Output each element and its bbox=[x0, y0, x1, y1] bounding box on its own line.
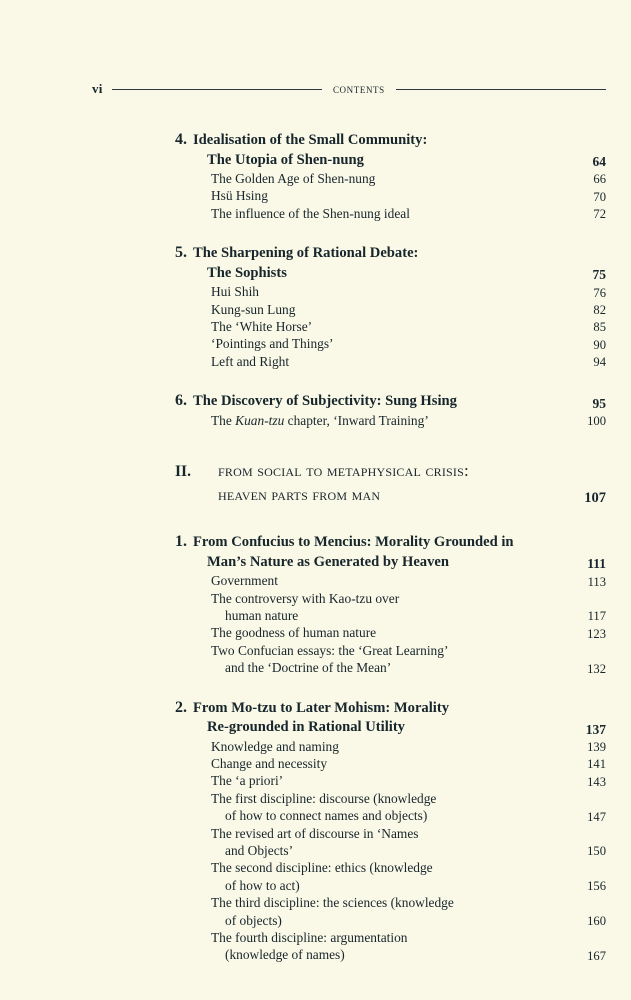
title-line: The Utopia of Shen-nung bbox=[207, 151, 364, 168]
title-line: and Objects’ bbox=[225, 843, 294, 859]
part-page-number: 107 bbox=[584, 490, 606, 507]
chapter-entry[interactable] bbox=[175, 533, 606, 572]
title-line: The revised art of discourse in ‘Names bbox=[211, 825, 419, 841]
running-head-title: contents bbox=[332, 81, 385, 96]
section-entry[interactable] bbox=[175, 825, 606, 860]
chapter-title bbox=[193, 244, 570, 283]
chapter-title bbox=[193, 131, 570, 170]
section-page-number: 141 bbox=[587, 757, 606, 772]
title-line: The Kuan-tzu chapter, ‘Inward Training’ bbox=[211, 412, 429, 428]
title-line: From Confucius to Mencius: Morality Grounded in bbox=[193, 534, 514, 551]
chapter-page-number: 111 bbox=[587, 556, 606, 572]
section-title bbox=[193, 755, 570, 772]
section-page-number: 94 bbox=[593, 355, 606, 370]
chapter-page-number: 75 bbox=[592, 267, 606, 283]
chapter-number: 5. bbox=[175, 244, 187, 262]
section-entry[interactable] bbox=[175, 412, 606, 429]
section-title bbox=[193, 859, 570, 894]
section-page-number: 76 bbox=[593, 285, 606, 300]
section-list bbox=[175, 572, 606, 676]
chapter-group bbox=[175, 699, 606, 964]
title-line: (knowledge of names) bbox=[225, 947, 345, 963]
section-title bbox=[193, 283, 570, 300]
title-line: Knowledge and naming bbox=[211, 738, 339, 754]
title-line: Kung-sun Lung bbox=[211, 301, 296, 317]
section-page-number: 117 bbox=[587, 609, 606, 624]
header-rule-left bbox=[112, 89, 322, 90]
title-line: Hui Shih bbox=[211, 284, 259, 300]
chapter-group bbox=[175, 131, 606, 222]
section-title bbox=[193, 335, 570, 352]
title-line: The ‘a priori’ bbox=[211, 773, 284, 789]
title-line: Re-grounded in Rational Utility bbox=[207, 719, 405, 736]
section-entry[interactable] bbox=[175, 755, 606, 772]
chapter-entry[interactable] bbox=[175, 244, 606, 283]
section-page-number: 132 bbox=[587, 661, 606, 676]
header-rule-right bbox=[396, 89, 606, 90]
title-line: ‘Pointings and Things’ bbox=[211, 336, 334, 352]
title-line: of how to connect names and objects) bbox=[225, 808, 428, 824]
section-entry[interactable] bbox=[175, 624, 606, 641]
section-entry[interactable] bbox=[175, 283, 606, 300]
title-line: of how to act) bbox=[225, 877, 300, 893]
section-title bbox=[193, 205, 570, 222]
section-title bbox=[193, 187, 570, 204]
section-list bbox=[175, 738, 606, 964]
part-number: II. bbox=[175, 463, 191, 481]
title-line: Idealisation of the Small Community: bbox=[193, 132, 428, 148]
chapter-title bbox=[193, 699, 570, 738]
section-title bbox=[193, 170, 570, 187]
title-line: The third discipline: the sciences (knowledge bbox=[211, 895, 454, 911]
title-line: Government bbox=[211, 573, 278, 589]
chapter-group bbox=[175, 392, 606, 429]
section-page-number: 66 bbox=[593, 172, 606, 187]
chapter-page-number: 137 bbox=[585, 721, 606, 737]
title-line: Left and Right bbox=[211, 353, 290, 369]
chapter-number: 1. bbox=[175, 533, 187, 551]
section-page-number: 113 bbox=[587, 574, 606, 589]
section-title bbox=[193, 301, 570, 318]
title-line: The influence of the Shen-nung ideal bbox=[211, 205, 410, 221]
part-group bbox=[175, 459, 606, 507]
section-title bbox=[193, 412, 570, 429]
section-page-number: 82 bbox=[593, 303, 606, 318]
title-line: The controversy with Kao-tzu over bbox=[211, 590, 400, 606]
table-of-contents bbox=[0, 131, 631, 986]
chapter-title bbox=[193, 533, 570, 572]
section-title bbox=[193, 790, 570, 825]
section-entry[interactable] bbox=[175, 590, 606, 625]
section-title bbox=[193, 590, 570, 625]
section-page-number: 70 bbox=[593, 189, 606, 204]
chapter-number: 6. bbox=[175, 392, 187, 410]
section-page-number: 123 bbox=[587, 626, 606, 641]
section-title bbox=[193, 353, 570, 370]
section-page-number: 156 bbox=[587, 879, 606, 894]
section-entry[interactable] bbox=[175, 772, 606, 789]
section-list bbox=[175, 283, 606, 370]
section-entry[interactable] bbox=[175, 170, 606, 187]
section-entry[interactable] bbox=[175, 642, 606, 677]
chapter-title bbox=[193, 392, 570, 412]
section-title bbox=[193, 572, 570, 589]
section-title bbox=[193, 624, 570, 641]
title-line: heaven parts from man bbox=[218, 485, 381, 505]
section-entry[interactable] bbox=[175, 929, 606, 964]
section-title bbox=[193, 825, 570, 860]
section-entry[interactable] bbox=[175, 790, 606, 825]
section-entry[interactable] bbox=[175, 572, 606, 589]
title-line: The fourth discipline: argumentation bbox=[211, 930, 408, 946]
folio-page-number: vi bbox=[92, 80, 103, 96]
section-entry[interactable] bbox=[175, 301, 606, 318]
section-entry[interactable] bbox=[175, 187, 606, 204]
section-entry[interactable] bbox=[175, 738, 606, 755]
title-line: The Sophists bbox=[207, 264, 287, 281]
chapter-page-number: 95 bbox=[592, 395, 606, 411]
title-line: The first discipline: discourse (knowledge bbox=[211, 790, 437, 806]
title-line: From Mo-tzu to Later Mohism: Morality bbox=[193, 699, 449, 716]
title-line: from social to metaphysical crisis: bbox=[218, 461, 469, 481]
section-page-number: 143 bbox=[587, 774, 606, 789]
chapter-group bbox=[175, 533, 606, 676]
title-line: The goodness of human nature bbox=[211, 625, 377, 641]
section-page-number: 160 bbox=[587, 914, 606, 929]
title-line: and the ‘Doctrine of the Mean’ bbox=[225, 660, 392, 676]
section-page-number: 150 bbox=[587, 844, 606, 859]
title-line: Hsü Hsing bbox=[211, 188, 268, 204]
section-title bbox=[193, 929, 570, 964]
title-line: The Sharpening of Rational Debate: bbox=[193, 245, 419, 262]
section-page-number: 90 bbox=[593, 337, 606, 352]
title-line: Man’s Nature as Generated by Heaven bbox=[207, 553, 449, 570]
part-title bbox=[218, 459, 570, 507]
section-title bbox=[193, 894, 570, 929]
section-entry[interactable] bbox=[175, 335, 606, 352]
chapter-group bbox=[175, 244, 606, 370]
section-page-number: 100 bbox=[587, 414, 606, 429]
part-entry[interactable] bbox=[175, 459, 606, 507]
title-line: human nature bbox=[225, 607, 299, 623]
section-title bbox=[193, 642, 570, 677]
title-line: of objects) bbox=[225, 912, 282, 928]
chapter-entry[interactable] bbox=[175, 392, 606, 412]
section-entry[interactable] bbox=[175, 205, 606, 222]
section-title bbox=[193, 318, 570, 335]
running-head bbox=[0, 78, 631, 100]
title-line: The ‘White Horse’ bbox=[211, 319, 313, 335]
title-line: The Discovery of Subjectivity: Sung Hsing bbox=[193, 393, 457, 410]
title-line: Change and necessity bbox=[211, 756, 328, 771]
chapter-entry[interactable] bbox=[175, 699, 606, 738]
chapter-entry[interactable] bbox=[175, 131, 606, 170]
title-line: Two Confucian essays: the ‘Great Learning’ bbox=[211, 642, 449, 658]
title-line: The Golden Age of Shen-nung bbox=[211, 171, 376, 186]
section-page-number: 139 bbox=[587, 740, 606, 754]
section-page-number: 72 bbox=[593, 207, 606, 222]
section-list bbox=[175, 412, 606, 429]
section-entry[interactable] bbox=[175, 894, 606, 929]
section-title bbox=[193, 772, 570, 789]
section-page-number: 147 bbox=[587, 809, 606, 824]
section-entry[interactable] bbox=[175, 353, 606, 370]
section-title bbox=[193, 738, 570, 755]
section-entry[interactable] bbox=[175, 859, 606, 894]
title-line: The second discipline: ethics (knowledge bbox=[211, 860, 433, 876]
chapter-number: 2. bbox=[175, 698, 187, 716]
chapter-number: 4. bbox=[175, 131, 187, 148]
section-list bbox=[175, 170, 606, 222]
section-page-number: 167 bbox=[587, 948, 606, 963]
section-entry[interactable] bbox=[175, 318, 606, 335]
chapter-page-number: 64 bbox=[592, 154, 606, 169]
section-page-number: 85 bbox=[593, 320, 606, 335]
